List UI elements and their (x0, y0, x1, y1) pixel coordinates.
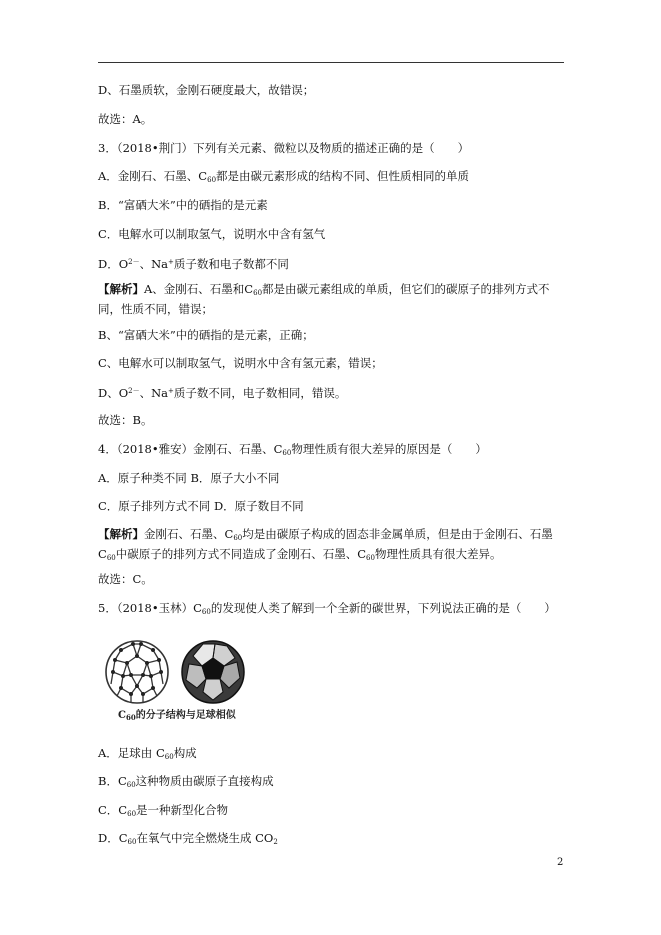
page-number: 2 (557, 857, 564, 868)
question-5: 5．（2018•玉林）$C_{60}$的发现使人类了解到一个全新的碳世界，下列说法正确的是（ ） (98, 601, 556, 616)
analysis-3: 【解析】A、金刚石、石墨和$C_{60}$都是由碳元素组成的单质，但它们的碳原子的排列方式不同，性质不同，错误； (98, 282, 550, 316)
text-line: 故选：A。 (98, 112, 153, 126)
analysis-4: 【解析】金刚石、石墨、$C_{60}$均是由碳原子构成的固态非金属单质，但是由于金刚石、石墨 $C_{60}$中碳原子的排列方式不同造成了金刚石、石墨、$C_{60}$物理性质具有很大差异。 (98, 527, 553, 562)
question-3: 3．（2018•荆门）下列有关元素、微粒以及物质的描述正确的是（ ） (98, 141, 470, 155)
option-5b: B．$C_{60}$这种物质由碳原子直接构成 (98, 774, 274, 789)
figure-caption: $C_{60}$的分子结构与足球相似 (118, 710, 236, 722)
answer-3: 故选：B。 (98, 413, 153, 427)
option-5c: C．$C_{60}$是一种新型化合物 (98, 803, 229, 818)
option-3c: C．电解水可以制取氢气，说明水中含有氢气 (98, 227, 326, 241)
option-4ab: A．原子种类不同 B．原子大小不同 (98, 471, 280, 485)
header-rule (98, 62, 564, 63)
option-3d: D．$O^{2-}$、Na+质子数和电子数都不同 (98, 257, 289, 271)
option-3a: A．金刚石、石墨、$C_{60}$都是由碳元素形成的结构不同、但性质相同的单质 (98, 169, 470, 184)
football-icon (182, 641, 244, 703)
text-line: D、石墨质软，金刚石硬度最大，故错误； (98, 83, 315, 97)
option-5d: D．$C_{60}$在氧气中完全燃烧生成 $CO_2$ (98, 831, 278, 846)
question-4: 4．（2018•雅安）金刚石、石墨、$C_{60}$物理性质有很大差异的原因是（ ） (98, 442, 487, 457)
option-5a: A．足球由 $C_{60}$构成 (98, 746, 197, 761)
analysis-3d: D、$O^{2-}$、Na+质子数不同，电子数相同，错误。 (98, 386, 347, 400)
option-3b: B．“富硒大米”中的硒指的是元素 (98, 198, 268, 212)
analysis-3c: C、电解水可以制取氢气，说明水中含有氢元素，错误； (98, 356, 383, 370)
answer-4: 故选：C。 (98, 572, 153, 586)
option-4cd: C．原子排列方式不同 D．原子数目不同 (98, 499, 304, 513)
analysis-3b: B、“富硒大米”中的硒指的是元素，正确； (98, 328, 314, 342)
c60-molecule-icon (106, 641, 168, 703)
